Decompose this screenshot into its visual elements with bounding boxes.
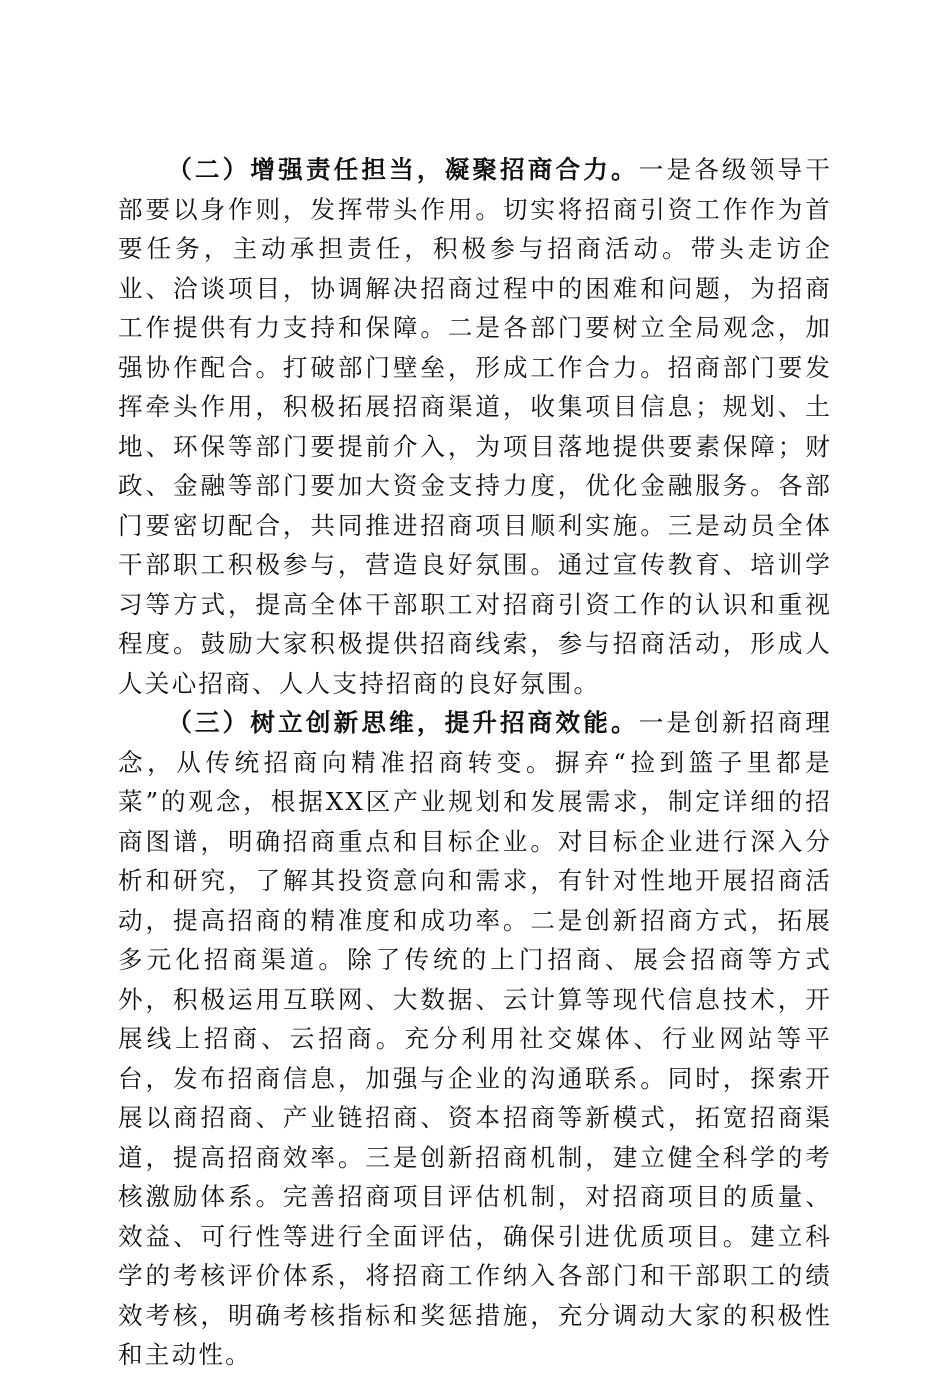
section-heading: （三）树立创新思维，提升招商效能。: [167, 708, 639, 737]
paragraph-body: 一是各级领导干部要以身作则，发挥带头作用。切实将招商引资工作作为首要任务，主动承担责任，积极参与招商活动。带头走访企业、洽谈项目，协调解决招商过程中的困难和问题，为招商工作提供有力支持和保障。二是各部门要树立全局观念，加强协作配合。打破部门壁垒，形成工作合力。招商部门要发挥牵头作用，积极拓展招商渠道，收集项目信息；规划、土地、环保等部门要提前介入，为项目落地提供要素保障；财政、金融等部门要加大资金支持力度，优化金融服务。各部门要密切配合，共同推进招商项目顺利实施。三是动员全体干部职工积极参与，营造良好氛围。通过宣传教育、培训学习等方式，提高全体干部职工对招商引资工作的认识和重视程度。鼓励大家积极提供招商线索，参与招商活动，形成人人关心招商、人人支持招商的良好氛围。: [118, 155, 832, 698]
paragraph-section-3: [118, 703, 832, 1375]
paragraph-section-2: [118, 150, 832, 703]
paragraph-body: 一是创新招商理念，从传统招商向精准招商转变。摒弃“捡到篮子里都是菜”的观念，根据XX区产业规划和发展需求，制定详细的招商图谱，明确招商重点和目标企业。对目标企业进行深入分析和研究，了解其投资意向和需求，有针对性地开展招商活动，提高招商的精准度和成功率。二是创新招商方式，拓展多元化招商渠道。除了传统的上门招商、展会招商等方式外，积极运用互联网、大数据、云计算等现代信息技术，开展线上招商、云招商。充分利用社交媒体、行业网站等平台，发布招商信息，加强与企业的沟通联系。同时，探索开展以商招商、产业链招商、资本招商等新模式，拓宽招商渠道，提高招商效率。三是创新招商机制，建立健全科学的考核激励体系。完善招商项目评估机制，对招商项目的质量、效益、可行性等进行全面评估，确保引进优质项目。建立科学的考核评价体系，将招商工作纳入各部门和干部职工的绩效考核，明确考核指标和奖惩措施，充分调动大家的积极性和主动性。: [118, 708, 832, 1369]
document-page: [118, 150, 832, 1375]
section-heading: （二）增强责任担当，凝聚招商合力。: [167, 155, 639, 184]
